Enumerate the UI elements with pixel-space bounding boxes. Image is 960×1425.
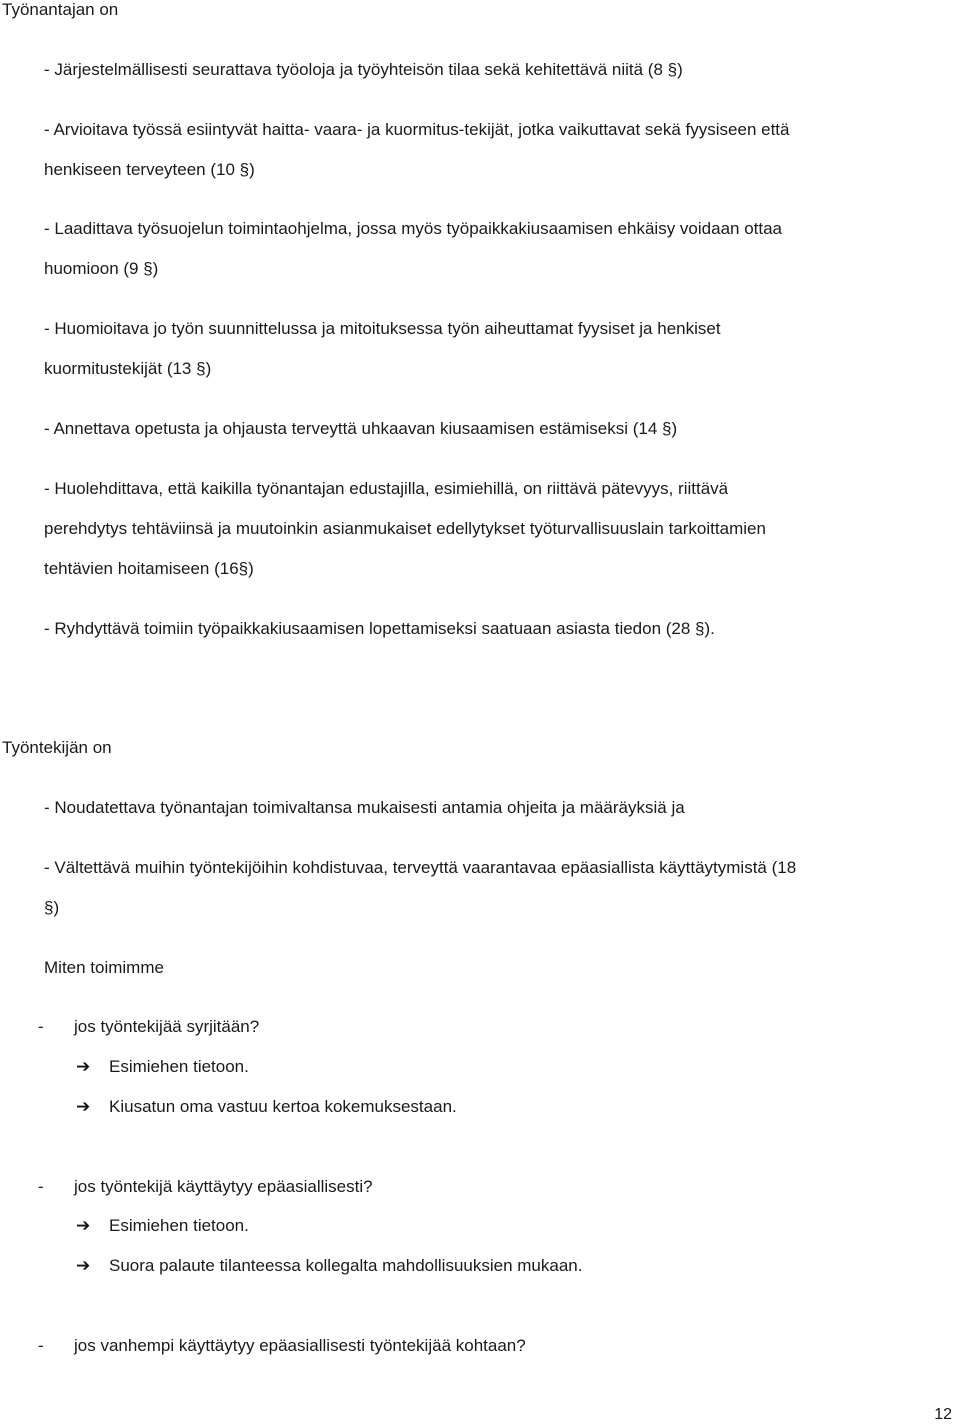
employee-duty-line: - Vältettävä muihin työntekijöihin kohdistuvaa, terveyttä vaarantavaa epäasiallista käyttäytymistä (18 bbox=[44, 858, 797, 877]
employer-duty-line: perehdytys tehtäviinsä ja muutoinkin asianmukaiset edellytykset työturvallisuuslain tarkoittamien bbox=[44, 519, 766, 538]
right-arrow-icon: ➔ bbox=[76, 1216, 91, 1236]
employer-duty-line: - Huolehdittava, että kaikilla työnantajan edustajilla, esimiehillä, on riittävä pätevyys, riittävä bbox=[44, 479, 729, 498]
section-heading-how-we-act: Miten toimimme bbox=[44, 958, 164, 977]
employer-duty-line: - Järjestelmällisesti seurattava työoloja ja työyhteisön tilaa sekä kehitettävä niitä (8 §) bbox=[44, 60, 683, 79]
employer-duty-line: huomioon (9 §) bbox=[44, 259, 159, 278]
right-arrow-icon: ➔ bbox=[76, 1057, 91, 1077]
question-dash: - bbox=[38, 1177, 44, 1196]
employer-duty-line: - Ryhdyttävä toimiin työpaikkakiusaamisen lopettamiseksi saatuaan asiasta tiedon (28 §). bbox=[44, 619, 715, 638]
question-text: jos vanhempi käyttäytyy epäasiallisesti työntekijää kohtaan? bbox=[74, 1336, 526, 1355]
employer-duty-line: kuormitustekijät (13 §) bbox=[44, 359, 212, 378]
employer-duty-line: - Huomioitava jo työn suunnittelussa ja mitoituksessa työn aiheuttamat fyysiset ja henkiset bbox=[44, 319, 721, 338]
answer-text: Kiusatun oma vastuu kertoa kokemuksestaan. bbox=[109, 1097, 457, 1116]
question-text: jos työntekijä käyttäytyy epäasiallisesti? bbox=[74, 1177, 373, 1196]
answer-text: Esimiehen tietoon. bbox=[109, 1216, 249, 1235]
section-heading-employer: Työnantajan on bbox=[2, 0, 119, 19]
employer-duty-line: - Arvioitava työssä esiintyvät haitta- vaara- ja kuormitus-tekijät, jotka vaikuttavat sekä fyysiseen että bbox=[44, 120, 790, 139]
question-dash: - bbox=[38, 1336, 44, 1355]
employee-duty-line: §) bbox=[44, 898, 60, 917]
right-arrow-icon: ➔ bbox=[76, 1256, 91, 1276]
question-text: jos työntekijää syrjitään? bbox=[74, 1017, 260, 1036]
question-dash: - bbox=[38, 1017, 44, 1036]
employer-duty-line: henkiseen terveyteen (10 §) bbox=[44, 160, 255, 179]
answer-text: Suora palaute tilanteessa kollegalta mahdollisuuksien mukaan. bbox=[109, 1256, 583, 1275]
employer-duty-line: tehtävien hoitamiseen (16§) bbox=[44, 559, 254, 578]
employee-duty-line: - Noudatettava työnantajan toimivaltansa mukaisesti antamia ohjeita ja määräyksiä ja bbox=[44, 798, 685, 817]
page-number: 12 bbox=[934, 1406, 952, 1423]
answer-text: Esimiehen tietoon. bbox=[109, 1057, 249, 1076]
employer-duty-line: - Laadittava työsuojelun toimintaohjelma, jossa myös työpaikkakiusaamisen ehkäisy voidaan ottaa bbox=[44, 219, 783, 238]
employer-duty-line: - Annettava opetusta ja ohjausta terveyttä uhkaavan kiusaamisen estämiseksi (14 §) bbox=[44, 419, 678, 438]
right-arrow-icon: ➔ bbox=[76, 1097, 91, 1117]
section-heading-employee: Työntekijän on bbox=[2, 738, 112, 757]
